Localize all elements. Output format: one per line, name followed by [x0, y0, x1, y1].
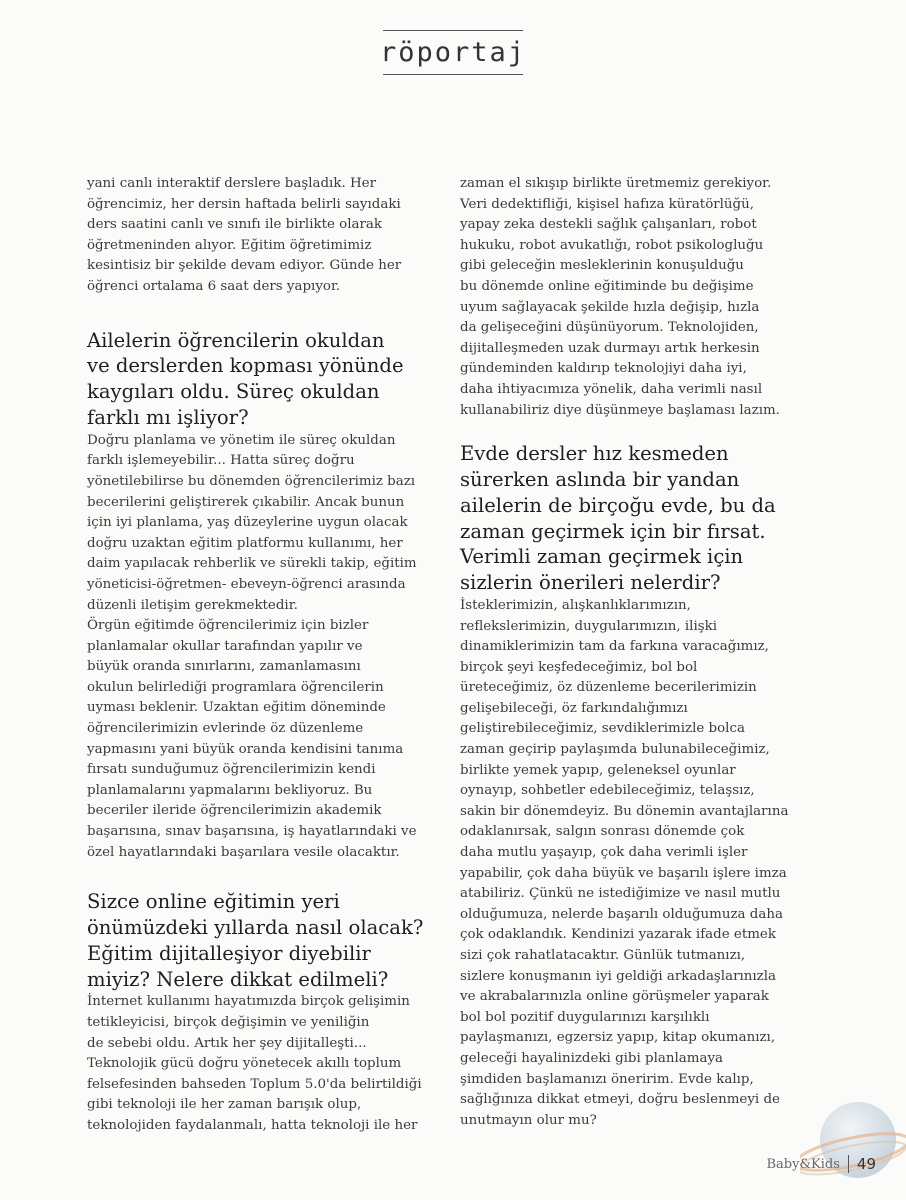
footer-divider: [848, 1155, 849, 1173]
page-number: 49: [856, 1155, 876, 1173]
magazine-brand: Baby&Kids: [766, 1156, 840, 1172]
answer-paragraph-3: İsteklerimizin, alışkanlıklarımızın, reflekslerimizin, duygularımızın, ilişki dinamiklerimizin tam da farkına varacağımız, birçok şeyi keşfedeceğimiz, bol bol üreteceğimiz, öz düzenleme becerilerimizin gelişebileceği, öz farkındalığımızı geliştirebileceğimiz, sevdiklerimizle bolca zaman geçirip paylaşımda bulunabileceğimiz, birlikte yemek yapıp, geleneksel oyunlar oynayıp, sohbetler edebileceğimiz, telaşsız, sakin bir dönemdeyiz. Bu dönemin avantajlarına odaklanırsak, salgın sonrası dönemde çok daha mutlu yaşayıp, çok daha verimli işler yapabilir, çok daha büyük ve başarılı işlere imza atabiliriz. Çünkü ne istediğimize ve nasıl mutlu olduğumuza, nelerde başarılı olduğumuza daha çok odaklandık. Kendinizi yazarak ifade etmek sizi çok rahatlatacaktır. Günlük tutmanızı, sizlere konuşmanın iyi geldiği arkadaşlarınızla ve akrabalarınızla online görüşmeler yaparak bol bol pozitif duygularınızı karşılıklı paylaşmanızı, egzersiz yapıp, kitap okumanızı, geleceği hayalinizdeki gibi planlamaya şimdiden başlamanızı öneririm. Evde kalıp, sağlığınıza dikkat etmeyi, doğru beslenmeyi de unutmayın olur mu?: [460, 597, 789, 1128]
question-heading-1: Ailelerin öğrencilerin okuldan ve derslerden kopması yönünde kaygıları oldu. Süreç okuldan farklı mı işliyor?: [87, 328, 404, 429]
answer-paragraph-2-continued: zaman el sıkışıp birlikte üretmemiz gerekiyor. Veri dedektifliği, kişisel hafıza küratörlüğü, yapay zeka destekli sağlık çalışanları, robot hukuku, robot avukatlığı, robot psikologluğu gibi geleceğin mesleklerinin konuşulduğu bu dönemde online eğitiminde bu değişime uyum sağlayacak şekilde hızla değişip, hızla da gelişeceğini düşünüyorum. Teknolojiden, dijitalleşmeden uzak durmayı artık herkesin gündeminden kaldırıp teknolojiyi daha iyi, daha ihtiyacımıza yönelik, daha verimli nasıl kullanabiliriz diye düşünmeye başlaması lazım.: [460, 176, 780, 418]
section-header: [0, 30, 906, 75]
section-title: röportaj: [379, 37, 527, 68]
answer-paragraph-2: İnternet kullanımı hayatımızda birçok gelişimin tetikleyicisi, birçok değişimin ve yeniliğin de sebebi oldu. Artık her şey dijitalleşti... Teknolojik gücü doğru yönetecek akıllı toplum felsefesinden bahseden Toplum 5.0'da belirtildiği gibi teknoloji ile her zaman barışık olup, teknolojiden faydalanmalı, hatta teknoloji ile her: [87, 994, 422, 1133]
question-heading-3: Evde dersler hız kesmeden sürerken aslında bir yandan ailelerin de birçoğu evde, bu da zaman geçirmek için bir fırsat. Verimli zaman geçirmek için sizlerin önerileri nelerdir?: [460, 442, 776, 595]
planet-illustration: [800, 1080, 906, 1190]
header-rule-bottom: [383, 74, 523, 75]
question-heading-2: Sizce online eğitimin yeri önümüzdeki yıllarda nasıl olacak? Eğitim dijitalleşiyor diyebilir miyiz? Nelere dikkat edilmeli?: [87, 890, 424, 991]
left-paragraph-1: yani canlı interaktif derslere başladık. Her öğrencimiz, her dersin haftada belirli sayıdaki ders saatini canlı ve sınıfı ile birlikte olarak öğretmeninden alıyor. Eğitim öğretimimiz kesintisiz bir şekilde devam ediyor. Günde her öğrenci ortalama 6 saat ders yapıyor.: [87, 176, 402, 294]
answer-paragraph-1: Doğru planlama ve yönetim ile süreç okuldan farklı işlemeyebilir... Hatta süreç doğru yönetilebilirse bu dönemden öğrencilerimiz bazı becerilerini geliştirerek çıkabilir. Ancak bunun için iyi planlama, yaş düzeylerine uygun olacak doğru uzaktan eğitim platformu kullanımı, her daim yapılacak rehberlik ve sürekli takip, eğitim yöneticisi-öğretmen- ebeveyn-öğrenci arasında düzenli iletişim gerekmektedir. Örgün eğitimde öğrencilerimiz için bizler planlamalar okullar tarafından yapılır ve büyük oranda sınırlarını, zamanlamasını okulun belirlediği programlara öğrencilerin uyması beklenir. Uzaktan eğitim döneminde öğrencilerimizin evlerinde öz düzenleme yapmasını yani büyük oranda kendisini tanıma fırsatı sunduğumuz öğrencilerimizin kendi planlamalarını yapmalarını bekliyoruz. Bu beceriler ileride öğrencilerimizin akademik başarısına, sınav başarısına, iş hayatlarındaki ve özel hayatlarındaki başarılara vesile olacaktır.: [87, 432, 417, 860]
header-rule-top: [383, 30, 523, 31]
right-column: [460, 174, 812, 1131]
page-footer: [767, 1155, 877, 1173]
left-column: [87, 174, 449, 1137]
